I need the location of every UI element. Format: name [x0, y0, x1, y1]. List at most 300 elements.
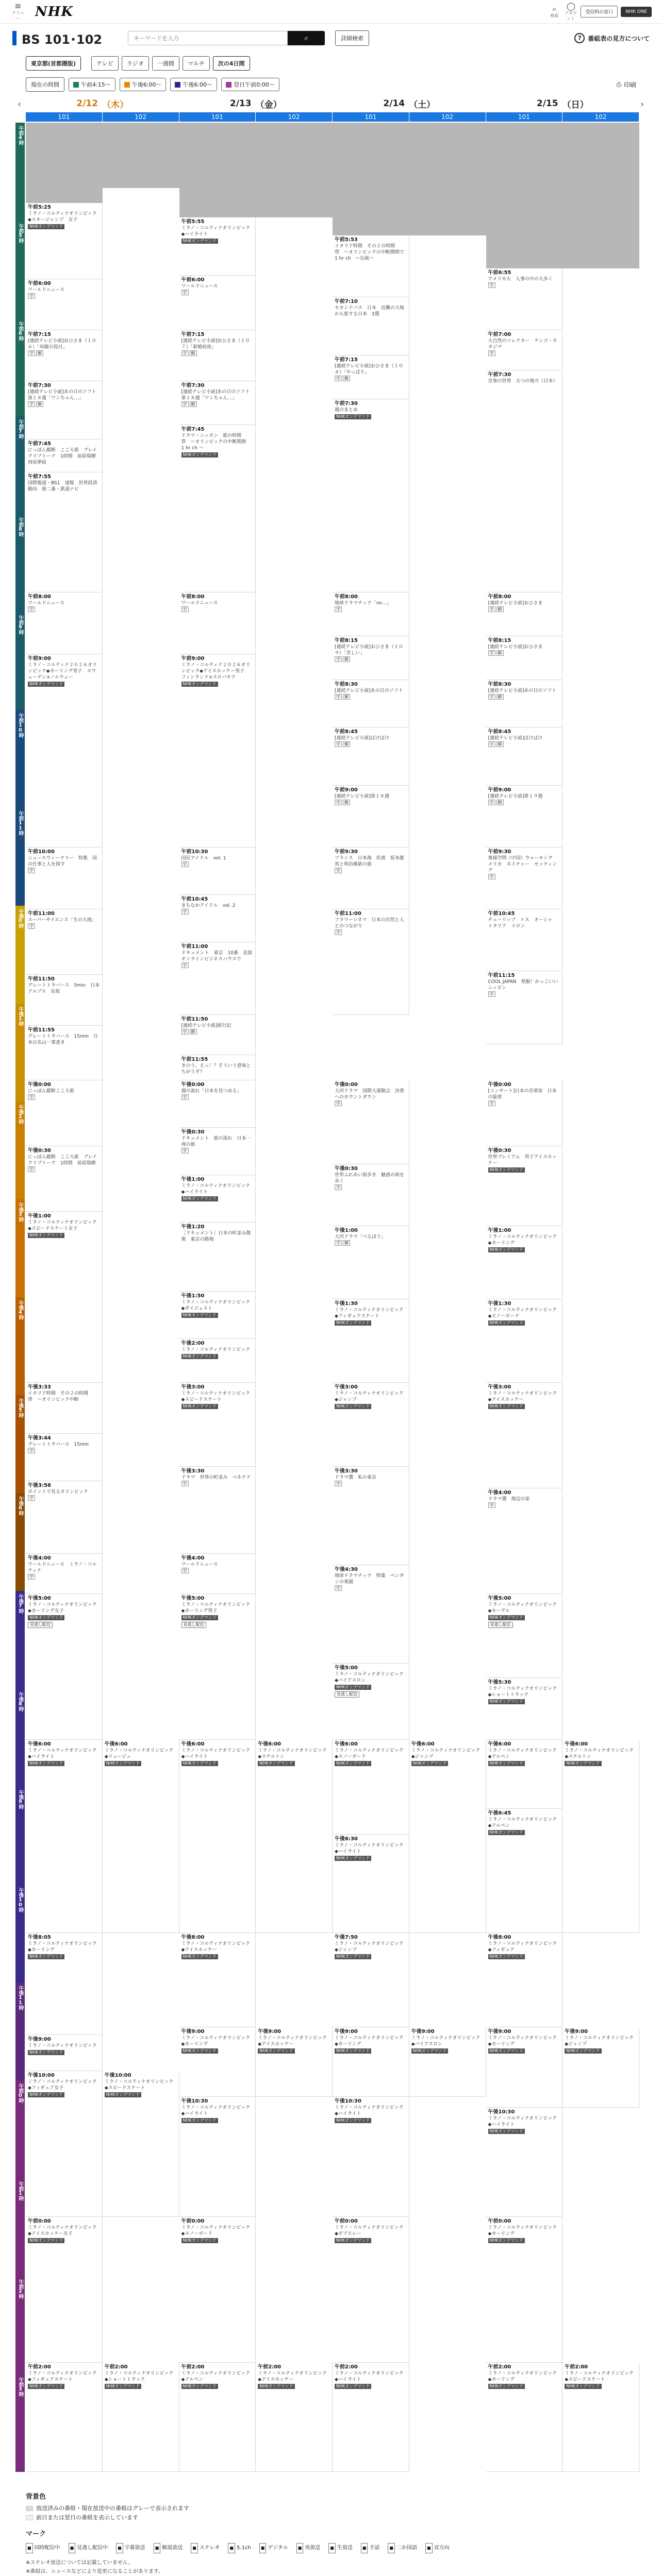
nhk-logo[interactable]: NHK	[35, 4, 73, 20]
program-title: グレートトラバース 15min 日本百名山一筆書き	[28, 1034, 98, 1046]
program-cell[interactable]	[179, 1554, 256, 1594]
program-cell[interactable]	[333, 297, 409, 355]
ondemand-badge[interactable]: NHKオンデマンド	[565, 1761, 601, 1766]
ondemand-badge[interactable]: NHKオンデマンド	[28, 2092, 64, 2097]
program-title: ミラノ・コルティナオリンピック◆スノーボード	[488, 1307, 557, 1319]
program-cell[interactable]	[486, 786, 563, 848]
ondemand-badge[interactable]: NHKオンデマンド	[488, 1404, 525, 1409]
program-cell[interactable]	[256, 2363, 333, 2472]
program-cell[interactable]	[26, 909, 103, 975]
program-time: 午前8:00	[28, 594, 51, 600]
tab-tv[interactable]: テレビ	[91, 56, 119, 71]
print-button[interactable]	[616, 80, 636, 89]
program-cell[interactable]	[103, 2363, 179, 2472]
ondemand-badge[interactable]: NHKオンデマンド	[488, 1615, 525, 1620]
program-time: 午後6:45	[488, 1810, 511, 1817]
program-cell[interactable]	[486, 909, 563, 971]
program-cell[interactable]	[486, 1933, 563, 2028]
program-cell[interactable]	[486, 1080, 563, 1146]
channel-column-2: 101	[179, 112, 256, 122]
program-cell[interactable]	[179, 1292, 256, 1339]
program-cell[interactable]	[179, 1080, 256, 1128]
program-cell[interactable]	[333, 1933, 409, 2028]
program-cell[interactable]	[179, 425, 256, 592]
program-badge: 字	[488, 650, 495, 656]
ondemand-badge[interactable]: NHKオンデマンド	[335, 1761, 371, 1766]
ondemand-badge[interactable]: NHKオンデマンド	[28, 2238, 64, 2243]
program-badge: 解	[36, 401, 43, 407]
program-title: ミラノ・コルティナオリンピック◆ハイライト	[181, 225, 250, 237]
program-cell[interactable]	[179, 1740, 256, 1933]
program-title: ミラノ・コルティナオリンピック◆カーリング	[488, 2370, 557, 2382]
ondemand-badge[interactable]: NHKオンデマンド	[335, 2238, 371, 2243]
program-cell[interactable]	[333, 235, 409, 297]
hour-text: 午後9時	[18, 1790, 23, 1809]
mark-item	[388, 2543, 417, 2553]
program-cell[interactable]	[486, 1678, 563, 1740]
ondemand-badge[interactable]: NHKオンデマンド	[488, 1320, 525, 1326]
ondemand-badge[interactable]: NHKオンデマンド	[181, 239, 218, 244]
program-cell[interactable]	[486, 1740, 563, 1809]
ondemand-badge[interactable]: NHKオンデマンド	[335, 1404, 371, 1409]
badge-row	[488, 650, 560, 656]
program-cell[interactable]	[26, 472, 103, 592]
ondemand-badge[interactable]: NHKオンデマンド	[181, 682, 218, 687]
program-cell[interactable]	[103, 1740, 179, 1933]
program-cell[interactable]	[26, 439, 103, 472]
program-badge: 字	[335, 929, 342, 935]
program-cell[interactable]	[26, 1481, 103, 1554]
program-cell[interactable]	[179, 1223, 256, 1292]
program-cell[interactable]	[333, 1740, 409, 1835]
program-cell[interactable]	[26, 654, 103, 848]
hour-label	[15, 416, 25, 514]
ondemand-badge[interactable]: NHKオンデマンド	[258, 1761, 294, 1766]
program-cell[interactable]	[179, 1383, 256, 1467]
program-cell[interactable]	[103, 2071, 179, 2217]
program-cell[interactable]	[562, 2363, 639, 2472]
program-cell[interactable]	[333, 1835, 409, 1933]
program-cell[interactable]	[486, 680, 563, 727]
ondemand-badge[interactable]: NHKオンデマンド	[258, 2048, 294, 2054]
program-title: 奥様学問（中国）ウォーキング メリカ ネイチャー セッティング	[488, 855, 557, 873]
program-cell[interactable]	[26, 381, 103, 439]
date-0[interactable]	[26, 96, 179, 111]
program-cell[interactable]	[333, 1565, 409, 1664]
program-time: 午前2:00	[181, 2364, 205, 2370]
ondemand-badge[interactable]: NHKオンデマンド	[28, 2384, 64, 2389]
program-time: 午前2:00	[488, 2364, 511, 2370]
program-cell[interactable]	[179, 1594, 256, 1740]
program-cell[interactable]	[179, 2217, 256, 2363]
program-cell[interactable]	[333, 1226, 409, 1299]
program-cell[interactable]	[486, 636, 563, 680]
ondemand-badge[interactable]: NHKオンデマンド	[488, 1247, 525, 1252]
program-time: 午前7:10	[335, 299, 358, 305]
ondemand-badge[interactable]: NHKオンデマンド	[335, 1856, 371, 1861]
time-jump-label: 午前4:15～	[81, 81, 111, 88]
program-time: 午後0:00	[181, 1082, 205, 1088]
program-title: ミラノ・コルティナオリンピック◆スピードスケート女子	[28, 1219, 97, 1231]
account-button[interactable]	[564, 2, 577, 22]
program-title: ミラノ・コルティナオリンピック◆スケルトン	[565, 1748, 634, 1759]
program-time: 午前0:00	[488, 2218, 511, 2225]
program-cell[interactable]	[333, 848, 409, 909]
search-input[interactable]	[128, 31, 288, 45]
ondemand-badge[interactable]: NHKオンデマンド	[488, 2048, 525, 2054]
program-title: ミラノ・コルティナオリンピック◆アイスホッケー女子	[28, 2225, 97, 2237]
program-time: 午後1:30	[335, 1300, 358, 1307]
program-cell[interactable]	[179, 592, 256, 654]
replay-badge[interactable]: 見逃し配信	[335, 1691, 359, 1698]
ondemand-badge[interactable]: NHKオンデマンド	[105, 2384, 141, 2389]
ondemand-badge[interactable]: NHKオンデマンド	[28, 1954, 64, 1959]
program-title: グレートトラバース 5min 日本アルプス 長坂	[28, 983, 100, 995]
program-cell[interactable]	[26, 330, 103, 381]
ondemand-badge[interactable]: NHKオンデマンド	[28, 1761, 64, 1766]
ondemand-badge[interactable]: NHKオンデマンド	[28, 2050, 64, 2055]
ondemand-badge[interactable]: NHKオンデマンド	[181, 2118, 218, 2123]
mark-label: デジタル	[268, 2545, 288, 2551]
program-cell[interactable]	[26, 1212, 103, 1383]
nhk-one-button[interactable]: NHK ONE	[621, 7, 652, 17]
ondemand-badge[interactable]: NHKオンデマンド	[411, 2048, 448, 2054]
time-jump-noon[interactable]	[120, 78, 167, 91]
hour-label	[15, 1004, 25, 1101]
program-cell[interactable]	[486, 592, 563, 636]
program-cell[interactable]	[486, 1809, 563, 1933]
hour-text: 午前6時	[18, 321, 23, 341]
program-cell[interactable]	[486, 268, 563, 330]
program-title: ドラマ 世界の町並み ベネチア	[181, 1475, 251, 1480]
program-cell[interactable]	[333, 1467, 409, 1565]
program-cell[interactable]	[26, 279, 103, 330]
program-cell[interactable]	[333, 2097, 409, 2217]
program-cell[interactable]	[26, 1740, 103, 1933]
replay-badge[interactable]: 見逃し配信	[488, 1622, 513, 1628]
date-2[interactable]	[333, 96, 486, 111]
services-button[interactable]: 受信料の窓口	[581, 6, 618, 18]
hour-text: 午後1時	[18, 1007, 23, 1026]
program-cell[interactable]	[486, 1383, 563, 1488]
tab-week[interactable]: 一週間	[152, 56, 179, 71]
ondemand-badge[interactable]: NHKオンデマンド	[411, 1761, 448, 1766]
mark-item	[26, 2543, 60, 2553]
program-cell[interactable]	[562, 2027, 639, 2108]
program-badge: 字	[488, 800, 495, 805]
program-cell[interactable]	[179, 2097, 256, 2217]
time-jump-label: 翌日午前0:00～	[234, 81, 275, 88]
channel-accent	[12, 31, 16, 45]
program-time: 午前7:30	[488, 371, 511, 378]
program-cell[interactable]	[179, 1339, 256, 1383]
ondemand-badge[interactable]: NHKオンデマンド	[181, 1761, 218, 1766]
ondemand-badge[interactable]: NHKオンデマンド	[28, 1615, 64, 1620]
program-cell[interactable]	[333, 1080, 409, 1164]
ondemand-badge[interactable]: NHKオンデマンド	[488, 2384, 525, 2389]
ondemand-badge[interactable]: NHKオンデマンド	[181, 1196, 218, 1201]
program-title: ミラノ・コルティナオリンピック◆アイスホッケー	[181, 1941, 250, 1953]
program-time: 午前10:00	[28, 849, 55, 855]
ondemand-badge[interactable]: NHKオンデマンド	[181, 1354, 218, 1359]
ondemand-badge[interactable]: NHKオンデマンド	[335, 1320, 371, 1326]
program-cell[interactable]	[179, 2363, 256, 2472]
ondemand-badge[interactable]: NHKオンデマンド	[181, 2384, 218, 2389]
program-cell[interactable]	[179, 848, 256, 895]
mark-label: 字幕放送	[124, 2545, 145, 2551]
program-cell[interactable]	[26, 1554, 103, 1594]
date-header	[26, 96, 639, 111]
program-cell[interactable]	[562, 1740, 639, 1933]
program-time: 午後3:58	[28, 1483, 51, 1489]
ondemand-badge[interactable]: NHKオンデマンド	[181, 452, 218, 457]
mark-item	[69, 2543, 108, 2553]
tab-multi[interactable]: マルチ	[183, 56, 210, 71]
program-cell[interactable]	[179, 276, 256, 330]
program-cell[interactable]	[256, 2027, 333, 2096]
badge-row	[181, 909, 254, 915]
replay-badge[interactable]: 見逃し配信	[181, 1622, 206, 1628]
program-badge: 字	[181, 290, 189, 295]
program-title: [連続テレビ小説]おひさま（１０７）「新婚初夜」	[181, 338, 250, 350]
program-title: ミラノ・コルティナオリンピック◆カーリング女子	[28, 1602, 97, 1614]
prev-days-arrow[interactable]	[18, 99, 21, 110]
program-cell[interactable]	[179, 217, 256, 276]
program-cell[interactable]	[26, 2217, 103, 2363]
program-cell[interactable]	[333, 2363, 409, 2472]
date-1[interactable]	[179, 96, 333, 111]
program-cell[interactable]	[486, 2108, 563, 2217]
program-cell[interactable]	[486, 1299, 563, 1383]
program-title: ミラノ・コルティナオリンピック◆ハイライト	[181, 2105, 250, 2116]
program-cell[interactable]	[26, 1146, 103, 1212]
advanced-search-button[interactable]: 詳細検索	[335, 30, 369, 46]
program-cell[interactable]	[486, 330, 563, 370]
program-time: 午前8:45	[335, 728, 358, 735]
program-cell[interactable]	[486, 1226, 563, 1299]
program-cell[interactable]	[179, 1467, 256, 1554]
ondemand-badge[interactable]: NHKオンデマンド	[181, 1615, 218, 1620]
time-jump-evening[interactable]	[170, 78, 217, 91]
program-cell[interactable]	[486, 848, 563, 909]
program-time: 午前8:45	[488, 728, 511, 735]
time-jump-night[interactable]	[221, 78, 279, 91]
program-cell[interactable]	[26, 2035, 103, 2072]
program-cell[interactable]	[26, 1434, 103, 1481]
program-badge: 字	[488, 1100, 495, 1106]
program-cell[interactable]	[179, 1175, 256, 1223]
program-time: 午前11:15	[488, 973, 515, 979]
badge-row	[28, 401, 100, 408]
program-badge: 解	[343, 1240, 350, 1246]
tab-radio[interactable]: ラジオ	[122, 56, 149, 71]
program-cell[interactable]	[333, 592, 409, 636]
program-time: 午前7:15	[28, 331, 51, 337]
program-cell[interactable]	[409, 1740, 486, 1933]
program-title: 国民アイドル vol. 1	[181, 855, 226, 861]
program-cell[interactable]	[26, 1383, 103, 1434]
ondemand-badge[interactable]: NHKオンデマンド	[181, 2238, 218, 2243]
program-badge: 字	[181, 909, 189, 914]
program-cell[interactable]	[486, 370, 563, 592]
ondemand-badge[interactable]: NHKオンデマンド	[488, 1954, 525, 1959]
program-cell[interactable]	[333, 355, 409, 399]
ondemand-badge[interactable]: NHKオンデマンド	[258, 2384, 294, 2389]
program-cell[interactable]	[256, 1740, 333, 1933]
program-cell[interactable]	[26, 1080, 103, 1146]
program-cell[interactable]	[26, 975, 103, 1026]
search-submit-button[interactable]	[288, 31, 325, 45]
program-time: 午後9:00	[28, 2036, 51, 2042]
badge-row	[28, 923, 100, 929]
program-cell[interactable]	[409, 2027, 486, 2096]
program-cell[interactable]	[333, 1664, 409, 1740]
search-button[interactable]	[548, 5, 561, 19]
program-time: 午後6:00	[335, 1741, 358, 1747]
program-time: 午前9:00	[335, 787, 358, 793]
program-cell[interactable]	[333, 786, 409, 848]
program-cell[interactable]	[333, 2027, 409, 2096]
ondemand-badge[interactable]: NHKオンデマンド	[28, 682, 64, 687]
program-time: 午後5:00	[28, 1596, 51, 1602]
ondemand-badge[interactable]: NHKオンデマンド	[335, 414, 371, 419]
program-cell[interactable]	[179, 1055, 256, 1080]
tab-four-days[interactable]: 次の4日間	[213, 56, 250, 71]
program-cell[interactable]	[333, 1164, 409, 1226]
program-title: ミラノ・コルティナ２０２６オリンピック◆アイスホッケー男子 フィンランド×スロバキア	[181, 663, 251, 681]
date-3[interactable]	[486, 96, 640, 111]
ondemand-badge[interactable]: NHKオンデマンド	[181, 1404, 218, 1409]
ondemand-badge[interactable]: NHKオンデマンド	[335, 2118, 371, 2123]
program-cell[interactable]	[26, 848, 103, 909]
ondemand-badge[interactable]: NHKオンデマンド	[181, 1313, 218, 1318]
help-link[interactable]	[574, 33, 650, 43]
next-days-arrow[interactable]	[640, 99, 644, 110]
program-time: 午後10:30	[181, 2098, 208, 2104]
program-cell[interactable]	[179, 942, 256, 1015]
replay-badge[interactable]: 見逃し配信	[28, 1622, 53, 1628]
ondemand-badge[interactable]: NHKオンデマンド	[335, 1685, 371, 1690]
program-time: 午後8:00	[181, 1934, 205, 1940]
ondemand-badge[interactable]: NHKオンデマンド	[335, 1954, 371, 1959]
program-time: 午後4:00	[488, 1490, 511, 1496]
program-cell[interactable]	[486, 727, 563, 786]
mark-item	[116, 2543, 145, 2553]
program-cell[interactable]	[486, 971, 563, 1044]
program-cell[interactable]	[26, 2363, 103, 2472]
program-title: ミラノ・コルティナオリンピック◆ハイライト	[488, 2116, 557, 2128]
program-cell[interactable]	[26, 1026, 103, 1080]
program-cell[interactable]	[486, 1488, 563, 1594]
program-time: 午後4:00	[28, 1555, 51, 1562]
ondemand-badge[interactable]: NHKオンデマンド	[28, 224, 64, 229]
program-badge: 解	[496, 694, 504, 700]
date-dow: （木）	[102, 99, 129, 110]
program-cell[interactable]	[26, 1933, 103, 2035]
menu-button[interactable]	[10, 3, 26, 21]
program-cell[interactable]	[179, 1933, 256, 2028]
program-cell[interactable]	[26, 2071, 103, 2217]
program-cell[interactable]	[486, 1146, 563, 1227]
program-cell[interactable]	[333, 399, 409, 592]
program-title: 国際報道・BS1 速報 世界経済動向 第二番・鉄道ナビ	[28, 480, 97, 492]
ondemand-badge[interactable]: NHKオンデマンド	[28, 1233, 64, 1238]
program-cell[interactable]	[333, 2217, 409, 2363]
program-cell[interactable]	[179, 1128, 256, 1175]
program-time: 午前8:00	[488, 594, 511, 600]
program-time: 午後4:00	[181, 1555, 205, 1562]
program-cell[interactable]	[179, 381, 256, 425]
channel-column-3: 102	[256, 112, 333, 122]
ondemand-badge[interactable]: NHKオンデマンド	[335, 2048, 371, 2054]
program-cell[interactable]	[26, 592, 103, 654]
time-jump-morning[interactable]	[69, 78, 115, 91]
hour-label	[15, 123, 25, 221]
ondemand-badge[interactable]: NHKオンデマンド	[335, 2384, 371, 2389]
program-cell[interactable]	[333, 909, 409, 1015]
program-title: ［ドキュメント］日本の町並み散策 東京の路地	[181, 1231, 251, 1243]
program-time: 午後5:00	[181, 1596, 205, 1602]
ondemand-badge[interactable]: NHKオンデマンド	[488, 1699, 525, 1704]
hour-text: 午後8時	[18, 1692, 23, 1711]
program-cell[interactable]	[333, 680, 409, 727]
ondemand-badge[interactable]: NHKオンデマンド	[181, 2048, 218, 2054]
program-cell[interactable]	[179, 1015, 256, 1055]
program-title: イタリア時間 その２の時間帯 〜オリンピック中断	[28, 1391, 89, 1403]
program-cell[interactable]	[179, 330, 256, 381]
program-cell[interactable]	[333, 1383, 409, 1467]
program-badge: 字	[335, 868, 342, 873]
region-select[interactable]: 東京都(首都圏版)	[26, 56, 81, 71]
program-cell[interactable]	[179, 654, 256, 848]
program-time: 午後7:50	[335, 1934, 358, 1940]
program-cell[interactable]	[486, 2027, 563, 2108]
program-cell[interactable]	[179, 2027, 256, 2096]
program-time: 午後9:00	[258, 2029, 282, 2035]
ondemand-badge[interactable]: NHKオンデマンド	[565, 2384, 601, 2389]
hour-text: 午前7時	[18, 419, 23, 438]
program-cell[interactable]	[486, 2363, 563, 2472]
program-time: 午前11:55	[181, 1056, 208, 1062]
program-time: 午前9:00	[181, 656, 205, 662]
ondemand-badge[interactable]: NHKオンデマンド	[488, 2129, 525, 2134]
ondemand-badge[interactable]: NHKオンデマンド	[488, 2238, 525, 2243]
program-cell[interactable]	[333, 636, 409, 680]
program-time: 午前11:00	[28, 911, 55, 917]
program-cell[interactable]	[486, 2217, 563, 2363]
mark-label: 同時配信中	[34, 2545, 60, 2551]
now-button[interactable]: 現在の時間	[26, 77, 64, 92]
ondemand-badge[interactable]: NHKオンデマンド	[181, 1954, 218, 1959]
program-cell[interactable]	[179, 895, 256, 942]
program-cell[interactable]	[486, 1594, 563, 1678]
program-title: 週の流れ「日本を見つめる」	[181, 1089, 242, 1094]
program-time: 午後9:00	[335, 2029, 358, 2035]
ondemand-badge[interactable]: NHKオンデマンド	[105, 2092, 141, 2097]
program-time: 午後3:00	[488, 1384, 511, 1391]
program-cell[interactable]	[26, 1594, 103, 1740]
ondemand-badge[interactable]: NHKオンデマンド	[488, 1167, 525, 1173]
program-cell[interactable]	[333, 1299, 409, 1383]
program-cell[interactable]	[333, 727, 409, 786]
ondemand-badge[interactable]: NHKオンデマンド	[105, 1761, 141, 1766]
ondemand-badge[interactable]: NHKオンデマンド	[488, 1761, 525, 1766]
program-title: ワールドニュース	[28, 287, 65, 293]
ondemand-badge[interactable]: NHKオンデマンド	[488, 1830, 525, 1835]
ondemand-badge[interactable]: NHKオンデマンド	[565, 2048, 601, 2054]
program-cell[interactable]	[26, 203, 103, 279]
program-title: [連続テレビ小説]あの日のソフト	[488, 688, 557, 693]
